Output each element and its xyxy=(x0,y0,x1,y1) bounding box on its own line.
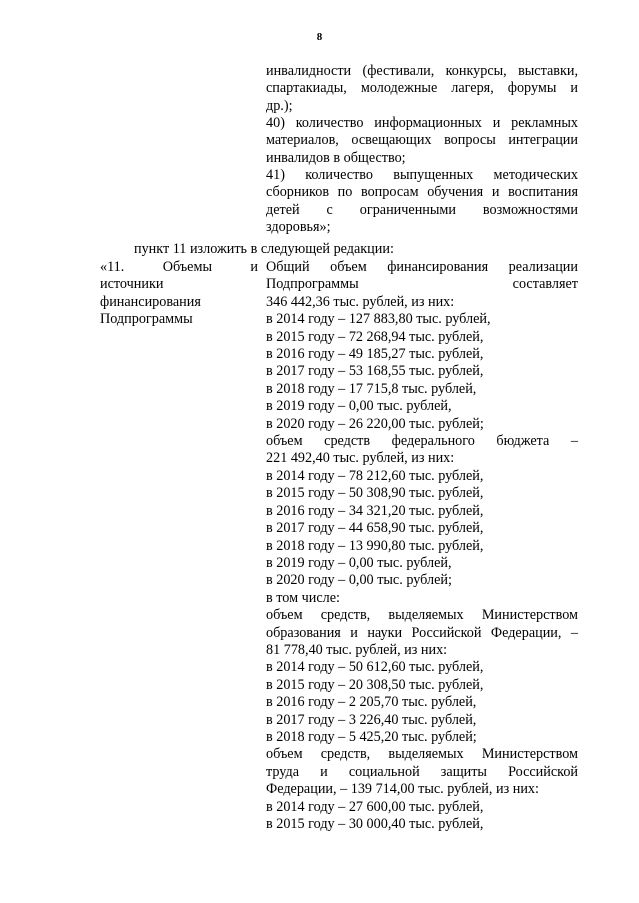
text-line: в 2016 году – 34 321,20 тыс. рублей, xyxy=(266,502,484,519)
left-line: Подпрограммы xyxy=(100,311,193,328)
text-word: Подпрограммы xyxy=(266,276,359,293)
text-line: 221 492,40 тыс. рублей, из них: xyxy=(266,450,455,467)
left-line: источники xyxy=(100,276,164,293)
right-column-content xyxy=(266,259,578,833)
text-line: в 2019 году – 0,00 тыс. рублей, xyxy=(266,398,452,415)
text-line: спартакиады, молодежные лагеря, форумы и xyxy=(266,80,578,97)
left-line-1 xyxy=(100,259,258,276)
left-word: и xyxy=(250,259,258,275)
text-line: 41) количество выпущенных методических xyxy=(266,167,578,183)
text-line: объем средств федерального бюджета – xyxy=(266,433,578,450)
text-line xyxy=(266,276,578,293)
text-line: в 2016 году – 2 205,70 тыс. рублей, xyxy=(266,694,477,711)
continuation-paragraph xyxy=(266,63,578,115)
text-line: в 2014 году – 127 883,80 тыс. рублей, xyxy=(266,311,491,328)
text-line: 346 442,36 тыс. рублей, из них: xyxy=(266,293,455,310)
text-line: в 2015 году – 30 000,40 тыс. рублей, xyxy=(266,816,484,832)
text-line: в 2018 году – 13 990,80 тыс. рублей, xyxy=(266,537,484,554)
text-line: др.); xyxy=(266,97,293,114)
text-line: в 2017 году – 53 168,55 тыс. рублей, xyxy=(266,363,484,380)
text-word: составляет xyxy=(512,276,578,293)
text-line: объем средств, выделяемых Министерством xyxy=(266,607,578,624)
text-line: в 2015 году – 72 268,94 тыс. рублей, xyxy=(266,328,484,345)
text-line: в 2014 году – 78 212,60 тыс. рублей, xyxy=(266,467,484,484)
left-line: финансирования xyxy=(100,293,201,310)
text-line: детей с ограниченными возможностями xyxy=(266,201,578,218)
text-line: в 2020 году – 26 220,00 тыс. рублей; xyxy=(266,415,484,432)
text-line: в том числе: xyxy=(266,589,340,606)
page-number: 8 xyxy=(316,31,323,43)
text-line: в 2018 году – 5 425,20 тыс. рублей; xyxy=(266,728,477,745)
text-line: инвалидов в общество; xyxy=(266,149,406,166)
left-word: Объемы xyxy=(162,259,212,275)
text-line: труда и социальной защиты Российской xyxy=(266,763,578,780)
text-line: инвалидности (фестивали, конкурсы, выставки, xyxy=(266,63,578,79)
text-line: 81 778,40 тыс. рублей, из них: xyxy=(266,641,448,658)
text-line: в 2014 году – 50 612,60 тыс. рублей, xyxy=(266,659,484,676)
text-line: 40) количество информационных и рекламных xyxy=(266,115,578,131)
text-line: в 2017 году – 44 658,90 тыс. рублей, xyxy=(266,520,484,537)
text-line: в 2014 году – 27 600,00 тыс. рублей, xyxy=(266,798,484,815)
left-column-label xyxy=(100,259,258,329)
text-line: в 2015 году – 20 308,50 тыс. рублей, xyxy=(266,676,484,693)
text-line: Общий объем финансирования реализации xyxy=(266,259,578,275)
text-line: здоровья»; xyxy=(266,219,331,236)
text-line: в 2017 году – 3 226,40 тыс. рублей, xyxy=(266,711,477,728)
text-line: в 2018 году – 17 715,8 тыс. рублей, xyxy=(266,380,477,397)
list-item-40 xyxy=(266,115,578,167)
text-line: в 2015 году – 50 308,90 тыс. рублей, xyxy=(266,485,484,502)
text-line: сборников по вопросам обучения и воспитания xyxy=(266,184,578,201)
text-line: Федерации, – 139 714,00 тыс. рублей, из них: xyxy=(266,781,539,798)
list-item-41 xyxy=(266,167,578,237)
text-line: в 2020 году – 0,00 тыс. рублей; xyxy=(266,572,452,589)
text-line: образования и науки Российской Федерации, – xyxy=(266,624,578,641)
intro-sentence: пункт 11 изложить в следующей редакции: xyxy=(134,241,394,257)
text-line: объем средств, выделяемых Министерством xyxy=(266,746,578,763)
text-line: в 2016 году – 49 185,27 тыс. рублей, xyxy=(266,346,484,363)
left-word: «11. xyxy=(100,259,125,275)
text-line: материалов, освещающих вопросы интеграции xyxy=(266,132,578,149)
text-line: в 2019 году – 0,00 тыс. рублей, xyxy=(266,554,452,571)
